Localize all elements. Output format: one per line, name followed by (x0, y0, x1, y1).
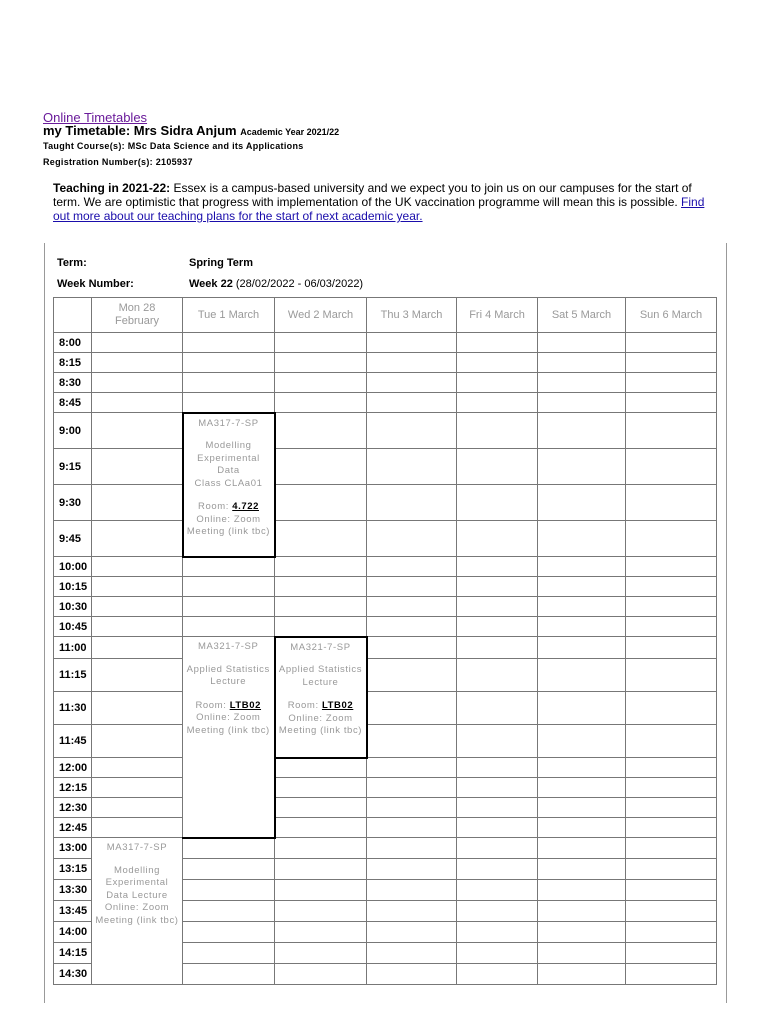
day-header-row (54, 298, 717, 333)
empty-slot (538, 617, 626, 637)
empty-slot (457, 333, 538, 353)
empty-slot (367, 393, 457, 413)
empty-slot (367, 637, 457, 659)
event-title: Modelling Experimental Data (197, 440, 260, 476)
empty-slot (92, 557, 183, 577)
empty-slot (457, 521, 538, 557)
empty-slot (92, 353, 183, 373)
empty-slot (183, 353, 275, 373)
empty-slot (275, 943, 367, 964)
time-row (54, 637, 717, 659)
event-code: MA321-7-SP (198, 641, 259, 652)
time-row (54, 659, 717, 692)
empty-slot (538, 521, 626, 557)
empty-slot (367, 659, 457, 692)
empty-slot (92, 413, 183, 449)
event-room (279, 700, 363, 713)
event-title: Applied Statistics Lecture (186, 663, 270, 687)
time-label: 11:00 (54, 637, 92, 659)
empty-slot (92, 449, 183, 485)
empty-slot (538, 859, 626, 880)
empty-slot (457, 557, 538, 577)
empty-slot (183, 597, 275, 617)
room-label: Room: (195, 699, 230, 711)
empty-slot (92, 617, 183, 637)
empty-slot (367, 373, 457, 393)
empty-slot (626, 353, 717, 373)
empty-slot (92, 692, 183, 725)
event-tue-modelling[interactable] (183, 413, 275, 557)
page-title (43, 123, 339, 138)
empty-slot (183, 617, 275, 637)
empty-slot (275, 333, 367, 353)
day-header: Sat 5 March (538, 298, 626, 333)
empty-slot (92, 597, 183, 617)
notice-text: Essex is a campus-based university and we expect you to join us on our campuses for the start of term. We are optimistic that progress with implementation of the UK vaccination programme will mean this is possible. (53, 181, 692, 209)
empty-slot (92, 393, 183, 413)
empty-slot (626, 449, 717, 485)
event-online: Online: Zoom Meeting (link tbc) (95, 902, 179, 926)
empty-slot (275, 922, 367, 943)
day-header: Tue 1 March (183, 298, 275, 333)
empty-slot (538, 692, 626, 725)
event-online: Online: Zoom Meeting (link tbc) (278, 712, 363, 736)
empty-slot (367, 818, 457, 838)
time-label: 10:30 (54, 597, 92, 617)
time-row (54, 725, 717, 758)
empty-slot (92, 521, 183, 557)
empty-slot (275, 901, 367, 922)
empty-slot (92, 818, 183, 838)
empty-slot (367, 922, 457, 943)
empty-slot (367, 353, 457, 373)
time-row (54, 758, 717, 778)
empty-slot (626, 901, 717, 922)
empty-slot (626, 557, 717, 577)
empty-slot (275, 393, 367, 413)
empty-slot (457, 393, 538, 413)
empty-slot (275, 880, 367, 901)
day-header: Thu 3 March (367, 298, 457, 333)
event-wed-stats[interactable] (275, 637, 367, 758)
time-label: 14:30 (54, 964, 92, 985)
time-label: 11:15 (54, 659, 92, 692)
empty-slot (626, 943, 717, 964)
empty-slot (626, 521, 717, 557)
empty-slot (183, 577, 275, 597)
event-mon-modelling[interactable] (92, 838, 183, 985)
empty-slot (457, 838, 538, 859)
teaching-plans-link[interactable]: Find out more about our teaching plans for the start of next academic year. (53, 195, 705, 223)
time-label: 10:45 (54, 617, 92, 637)
empty-slot (183, 333, 275, 353)
time-row (54, 577, 717, 597)
empty-slot (92, 373, 183, 393)
empty-slot (538, 597, 626, 617)
empty-slot (275, 617, 367, 637)
empty-slot (538, 725, 626, 758)
empty-slot (538, 659, 626, 692)
empty-slot (367, 964, 457, 985)
empty-slot (275, 597, 367, 617)
week-info (189, 278, 363, 290)
notice-heading: Teaching in 2021-22: (53, 181, 171, 195)
week-value: Week 22 (189, 278, 233, 290)
empty-slot (275, 521, 367, 557)
empty-slot (183, 393, 275, 413)
empty-slot (457, 353, 538, 373)
empty-slot (626, 333, 717, 353)
empty-slot (457, 659, 538, 692)
time-row (54, 413, 717, 449)
empty-slot (275, 413, 367, 449)
room-link[interactable]: LTB02 (321, 700, 354, 711)
empty-slot (92, 659, 183, 692)
empty-slot (367, 449, 457, 485)
time-row (54, 798, 717, 818)
empty-slot (275, 798, 367, 818)
empty-slot (367, 778, 457, 798)
time-label: 8:00 (54, 333, 92, 353)
time-label: 13:45 (54, 901, 92, 922)
event-room (187, 501, 271, 514)
empty-slot (457, 725, 538, 758)
empty-slot (367, 758, 457, 778)
empty-slot (538, 922, 626, 943)
event-online: Online: Zoom Meeting (link tbc) (186, 712, 270, 736)
empty-slot (92, 637, 183, 659)
empty-slot (626, 922, 717, 943)
empty-slot (92, 758, 183, 778)
academic-year: Academic Year 2021/22 (240, 127, 340, 137)
empty-slot (538, 943, 626, 964)
empty-slot (367, 577, 457, 597)
empty-slot (367, 838, 457, 859)
empty-slot (538, 880, 626, 901)
empty-slot (92, 485, 183, 521)
time-row (54, 373, 717, 393)
empty-slot (367, 521, 457, 557)
empty-slot (183, 901, 275, 922)
room-label: Room: (197, 501, 233, 512)
taught-course: Taught Course(s): MSc Data Science and its Applications (43, 141, 304, 151)
empty-slot (92, 333, 183, 353)
time-label: 12:15 (54, 778, 92, 798)
timetable-owner: my Timetable: Mrs Sidra Anjum (43, 123, 237, 138)
empty-slot (367, 859, 457, 880)
time-label: 9:45 (54, 521, 92, 557)
empty-slot (275, 859, 367, 880)
event-code: MA317-7-SP (106, 842, 168, 853)
empty-slot (92, 778, 183, 798)
empty-slot (626, 637, 717, 659)
day-header: Sun 6 March (626, 298, 717, 333)
empty-slot (626, 485, 717, 521)
empty-slot (183, 373, 275, 393)
empty-slot (183, 880, 275, 901)
empty-slot (367, 597, 457, 617)
empty-slot (275, 485, 367, 521)
empty-slot (457, 637, 538, 659)
empty-slot (457, 413, 538, 449)
empty-slot (275, 818, 367, 838)
empty-slot (183, 859, 275, 880)
empty-slot (626, 758, 717, 778)
empty-slot (538, 577, 626, 597)
empty-slot (538, 901, 626, 922)
empty-slot (626, 692, 717, 725)
empty-slot (367, 333, 457, 353)
empty-slot (538, 393, 626, 413)
empty-slot (367, 943, 457, 964)
empty-slot (538, 758, 626, 778)
time-row (54, 818, 717, 838)
time-label: 12:30 (54, 798, 92, 818)
empty-slot (457, 880, 538, 901)
empty-slot (275, 964, 367, 985)
time-label: 8:15 (54, 353, 92, 373)
empty-slot (183, 943, 275, 964)
timetable-grid (53, 297, 717, 985)
empty-slot (367, 880, 457, 901)
event-title: Applied Statistics Lecture (278, 664, 363, 688)
empty-slot (626, 798, 717, 818)
time-row (54, 692, 717, 725)
empty-slot (538, 778, 626, 798)
empty-slot (538, 964, 626, 985)
empty-slot (367, 617, 457, 637)
empty-slot (367, 725, 457, 758)
empty-slot (626, 577, 717, 597)
empty-slot (626, 597, 717, 617)
empty-slot (183, 557, 275, 577)
empty-slot (538, 838, 626, 859)
empty-slot (367, 692, 457, 725)
registration-number: Registration Number(s): 2105937 (43, 157, 193, 167)
time-row (54, 521, 717, 557)
empty-slot (275, 577, 367, 597)
empty-slot (457, 922, 538, 943)
room-link[interactable]: LTB02 (229, 699, 262, 711)
time-label: 8:30 (54, 373, 92, 393)
time-label: 13:00 (54, 838, 92, 859)
time-label: 10:00 (54, 557, 92, 577)
teaching-notice (53, 181, 713, 223)
empty-slot (626, 880, 717, 901)
time-row (54, 617, 717, 637)
empty-slot (457, 778, 538, 798)
empty-slot (457, 597, 538, 617)
empty-slot (626, 393, 717, 413)
empty-slot (275, 373, 367, 393)
time-row (54, 449, 717, 485)
event-code: MA321-7-SP (290, 641, 351, 653)
empty-slot (457, 901, 538, 922)
week-label: Week Number: (57, 278, 134, 290)
time-row (54, 778, 717, 798)
time-row (54, 557, 717, 577)
time-label: 12:00 (54, 758, 92, 778)
time-row (54, 353, 717, 373)
empty-slot (626, 818, 717, 838)
room-label: Room: (287, 700, 322, 711)
empty-slot (538, 798, 626, 818)
empty-slot (92, 798, 183, 818)
time-label: 11:45 (54, 725, 92, 758)
week-range: (28/02/2022 - 06/03/2022) (232, 278, 364, 290)
time-label: 9:00 (54, 413, 92, 449)
day-header: Wed 2 March (275, 298, 367, 333)
empty-slot (626, 373, 717, 393)
room-link[interactable]: 4.722 (232, 501, 259, 512)
time-row (54, 485, 717, 521)
time-label: 8:45 (54, 393, 92, 413)
empty-slot (538, 818, 626, 838)
empty-slot (275, 838, 367, 859)
empty-slot (538, 485, 626, 521)
time-row (54, 838, 717, 859)
empty-slot (457, 943, 538, 964)
empty-slot (538, 373, 626, 393)
empty-slot (275, 449, 367, 485)
time-label: 14:15 (54, 943, 92, 964)
time-label: 13:30 (54, 880, 92, 901)
empty-slot (183, 838, 275, 859)
empty-slot (457, 449, 538, 485)
event-room (186, 700, 271, 713)
event-online: Online: Zoom Meeting (link tbc) (186, 513, 271, 537)
empty-slot (457, 964, 538, 985)
empty-slot (183, 964, 275, 985)
time-label: 9:30 (54, 485, 92, 521)
time-label: 11:30 (54, 692, 92, 725)
empty-slot (538, 413, 626, 449)
empty-slot (367, 485, 457, 521)
empty-slot (367, 901, 457, 922)
empty-slot (538, 333, 626, 353)
empty-slot (626, 413, 717, 449)
day-header: Mon 28 February (92, 298, 183, 333)
empty-slot (626, 617, 717, 637)
empty-slot (183, 922, 275, 943)
empty-slot (92, 577, 183, 597)
empty-slot (538, 637, 626, 659)
time-row (54, 597, 717, 617)
empty-slot (457, 818, 538, 838)
time-label: 12:45 (54, 818, 92, 838)
empty-slot (626, 964, 717, 985)
empty-slot (457, 692, 538, 725)
empty-slot (457, 859, 538, 880)
empty-slot (275, 557, 367, 577)
empty-slot (626, 778, 717, 798)
empty-slot (457, 485, 538, 521)
day-header: Fri 4 March (457, 298, 538, 333)
empty-slot (275, 353, 367, 373)
empty-slot (538, 557, 626, 577)
online-timetables-link[interactable]: Online Timetables (43, 110, 148, 125)
time-label: 9:15 (54, 449, 92, 485)
corner-cell (54, 298, 92, 333)
event-tue-stats[interactable] (183, 637, 275, 838)
time-label: 10:15 (54, 577, 92, 597)
empty-slot (626, 859, 717, 880)
empty-slot (367, 413, 457, 449)
time-row (54, 333, 717, 353)
event-class: Class CLAa01 (194, 477, 263, 489)
empty-slot (538, 353, 626, 373)
event-title: Modelling Experimental Data Lecture (105, 864, 169, 901)
time-row (54, 393, 717, 413)
empty-slot (457, 577, 538, 597)
empty-slot (92, 725, 183, 758)
empty-slot (457, 617, 538, 637)
empty-slot (367, 798, 457, 818)
empty-slot (626, 725, 717, 758)
empty-slot (367, 557, 457, 577)
empty-slot (275, 758, 367, 778)
empty-slot (275, 778, 367, 798)
term-value: Spring Term (189, 257, 253, 269)
empty-slot (457, 758, 538, 778)
time-label: 13:15 (54, 859, 92, 880)
empty-slot (626, 659, 717, 692)
empty-slot (457, 373, 538, 393)
term-label: Term: (57, 257, 87, 269)
empty-slot (626, 838, 717, 859)
empty-slot (538, 449, 626, 485)
empty-slot (457, 798, 538, 818)
time-label: 14:00 (54, 922, 92, 943)
event-code: MA317-7-SP (198, 417, 259, 429)
